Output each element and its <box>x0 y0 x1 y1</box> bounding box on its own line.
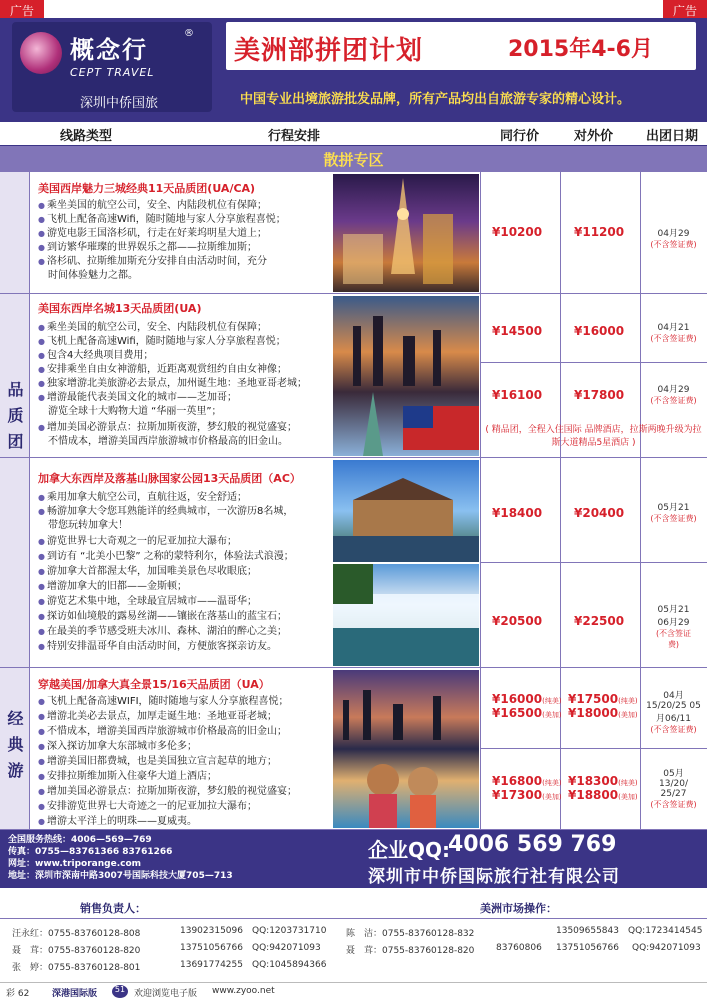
contact-row: 聂 茸：0755-83760128-820 <box>12 946 141 956</box>
contact-row: 13902315096 <box>180 926 243 936</box>
list-item: ● 增游太平洋上的明珠——夏威夷。 <box>38 812 197 827</box>
list-item: 时间体验魅力之都。 <box>48 270 138 281</box>
ops-title: 美洲市场操作： <box>480 902 557 915</box>
website-link[interactable]: 网址：www.triporange.com <box>8 859 142 869</box>
row-divider <box>480 562 707 563</box>
peer-price: ¥18400 <box>492 506 543 520</box>
niagara-photo <box>333 564 479 666</box>
list-item: ● 游览电影王国洛杉矶，行走在好莱坞明星大道上； <box>38 224 267 239</box>
list-item: ● 安排拉斯维加斯入住豪华大道上酒店； <box>38 767 217 782</box>
route-title: 美国东西岸名城13天品质团(UA) <box>38 302 202 315</box>
depart-date: 05月21 06月29 (不含签证费) <box>655 605 692 649</box>
contact-row: 张 婷：0755-83760128-801 <box>12 963 141 973</box>
depart-date: 04月29 (不含签证费) <box>650 385 697 405</box>
peer-price: ¥14500 <box>492 324 543 338</box>
peer-price: ¥16000(纯美) <box>492 692 562 706</box>
peer-price: ¥20500 <box>492 614 543 628</box>
list-item: ● 不惜成本，增游美国西岸旅游城市价格最高的旧金山； <box>38 722 287 737</box>
ad-label-right: 广告 <box>663 0 707 20</box>
contact-row: 13751056766 <box>556 943 619 953</box>
toronto-hawaii-photo <box>333 670 479 828</box>
list-item: ● 畅游加拿大令您耳熟能详的经典城市，一次游历8名城， <box>38 502 293 517</box>
contact-row: 陈 洁：0755-83760128-832 <box>346 929 475 939</box>
las-vegas-photo <box>333 174 479 292</box>
qq-label: 企业QQ: <box>368 838 451 862</box>
public-price: ¥18300(纯美) <box>568 774 638 788</box>
logo-subtitle: 深圳中侨国旅 <box>80 96 159 111</box>
list-item: ● 在最美的季节感受班夫冰川、森林、湖泊的醉心之美； <box>38 622 287 637</box>
issue-badge: 51 <box>112 985 128 998</box>
edition: 深港国际版 <box>52 989 98 999</box>
list-item: ● 包含4大经典项目费用； <box>38 346 153 361</box>
depart-date: 05月13/20/ 25/27 (不含签证费) <box>650 769 697 809</box>
table-header <box>0 120 707 146</box>
page-footer <box>0 982 707 1000</box>
peer-price: ¥10200 <box>492 225 543 239</box>
list-item: ● 增游最能代表美国文化的城市——芝加哥； <box>38 388 237 403</box>
victoria-photo <box>333 460 479 562</box>
contact-row: 13691774255 <box>180 960 243 970</box>
list-item: ● 游览世界七大奇观之一的尼亚加拉大瀑布； <box>38 532 237 547</box>
list-item: ● 乘坐美国的航空公司，安全、内陆段机位有保障； <box>38 318 267 333</box>
list-item: ● 安排乘坐自由女神游船，近距离观赏纽约自由女神像； <box>38 360 287 375</box>
qq-number: 4006 569 769 <box>448 832 617 857</box>
list-item: ● 增加美国必游景点：拉斯加斯夜游，梦幻般的视觉盛宴； <box>38 782 297 797</box>
depart-date: 04月15/20/25 05月06/11 (不含签证费) <box>646 691 701 734</box>
contact-row: 聂 茸：0755-83760128-820 <box>346 946 475 956</box>
peer-price: ¥16800(纯美) <box>492 774 562 788</box>
fax: 传真：0755—83761366 83761266 <box>8 847 173 857</box>
peer-price: ¥17300(美加) <box>492 788 562 802</box>
depart-date: 04月21 (不含签证费) <box>650 323 697 343</box>
company-name: 深圳市中侨国际旅行社有限公司 <box>368 867 620 887</box>
list-item: ● 到访有 “北美小巴黎” 之称的蒙特利尔，体验法式浪漫； <box>38 547 294 562</box>
list-item: ● 飞机上配备高速Wifi，随时随地与家人分享旅程喜悦； <box>38 210 286 225</box>
list-item: ● 探访如仙境般的露易丝湖——镶嵌在落基山的蓝宝石； <box>38 607 287 622</box>
site-link[interactable]: www.zyoo.net <box>212 986 275 996</box>
divider <box>0 918 707 919</box>
col-date: 出团日期 <box>646 129 699 144</box>
public-price: ¥17500(纯美) <box>568 692 638 706</box>
list-item: 带您玩转加拿大！ <box>48 520 128 531</box>
new-york-photo <box>333 296 479 456</box>
section-title: 散拼专区 <box>323 151 384 169</box>
public-price: ¥17800 <box>574 388 625 402</box>
address: 地址：深圳市深南中路3007号国际科技大厦705—713 <box>8 871 233 881</box>
list-item: ● 增游北美必去景点，加厚走诞生地：圣地亚哥老城； <box>38 707 277 722</box>
contact-row: 汪永红：0755-83760128-808 <box>12 929 141 939</box>
list-item: ● 增游加拿大的旧都——金斯顿； <box>38 577 187 592</box>
page-title: 美洲部拼团计划 <box>234 36 424 66</box>
list-item: ● 飞机上配备高速Wifi，随时随地与家人分享旅程喜悦； <box>38 332 286 347</box>
premium-note: ( 精品团，全程入住国际 品牌酒店，拉斯两晚升级为拉斯大道精品5星酒店 ) <box>485 425 702 448</box>
side-label-classic: 经典游 <box>0 668 30 830</box>
row-divider <box>480 362 707 363</box>
public-price: ¥18800(美加) <box>568 788 638 802</box>
list-item: ● 独家增游北美旅游必去景点，加州诞生地：圣地亚哥老城； <box>38 374 307 389</box>
list-item: ● 乘用加拿大航空公司，直航往返，安全舒适； <box>38 488 247 503</box>
list-item: ● 增游美国旧都费城，也是美国独立宣言起草的地方； <box>38 752 277 767</box>
col-public-price: 对外价 <box>574 129 614 144</box>
peer-price: ¥16500(美加) <box>492 706 562 720</box>
depart-date: 05月21 (不含签证费) <box>650 503 697 523</box>
header-banner <box>0 18 707 120</box>
list-item: 不惜成本，增游美国西岸旅游城市价格最高的旧金山。 <box>48 436 288 447</box>
ad-label-left: 广告 <box>0 0 44 20</box>
list-item: ● 深入探访加拿大东部城市多伦多； <box>38 737 197 752</box>
registered-mark: ® <box>184 28 194 39</box>
contact-row: QQ:1723414545 <box>628 926 703 936</box>
section-banner <box>0 146 707 172</box>
list-item: ● 飞机上配备高速WIFI，随时随地与家人分享旅程喜悦； <box>38 692 289 707</box>
logo <box>12 22 212 112</box>
col-itinerary: 行程安排 <box>268 129 321 144</box>
route-title: 美国西岸魅力三城经典11天品质团(UA/CA) <box>38 182 256 195</box>
welcome-text: 欢迎浏览电子版 <box>134 989 198 999</box>
route-title: 穿越美国/加拿大真全景15/16天品质团（UA） <box>38 678 270 691</box>
col-route-type: 线路类型 <box>60 129 113 144</box>
peer-price: ¥16100 <box>492 388 543 402</box>
col-peer-price: 同行价 <box>500 129 540 144</box>
side-label-quality: 品质团 <box>0 172 30 668</box>
public-price: ¥20400 <box>574 506 625 520</box>
list-item: ● 特别安排温哥华自由活动时间，方便旅客探亲访友。 <box>38 637 277 652</box>
list-item: ● 乘坐美国的航空公司，安全、内陆段机位有保障； <box>38 196 267 211</box>
slogan: 中国专业出境旅游批发品牌，所有产品均出自旅游专家的精心设计。 <box>240 92 631 107</box>
row-divider <box>480 748 707 749</box>
hotline: 全国服务热线：4006—569—769 <box>8 835 152 845</box>
contact-row: QQ:1203731710 <box>252 926 327 936</box>
list-item: ● 游加拿大首都渥太华，加国唯美景色尽收眼底； <box>38 562 257 577</box>
public-price: ¥11200 <box>574 225 625 239</box>
list-item: ● 到访繁华璀璨的世界娱乐之都——拉斯维加斯； <box>38 238 257 253</box>
list-item: ● 洛杉矶、拉斯维加斯充分安排自由活动时间，充分 <box>38 252 267 267</box>
public-price: ¥22500 <box>574 614 625 628</box>
logo-en-text: CEPT TRAVEL <box>70 66 155 79</box>
contact-row: 13509655843 <box>556 926 619 936</box>
public-price: ¥16000 <box>574 324 625 338</box>
contact-footer <box>0 830 707 888</box>
contact-row: 83760806 <box>496 943 542 953</box>
list-item: ● 增加美国必游景点：拉斯加斯夜游，梦幻般的视觉盛宴； <box>38 418 297 433</box>
logo-mark-icon <box>20 32 62 74</box>
sales-title: 销售负责人： <box>80 902 146 915</box>
contact-row: 13751056766 <box>180 943 243 953</box>
public-price: ¥18000(美加) <box>568 706 638 720</box>
contact-row: QQ:942071093 <box>252 943 321 953</box>
list-item: ● 安排游览世界七大奇迹之一的尼亚加拉大瀑布； <box>38 797 257 812</box>
contact-row: QQ:942071093 <box>632 943 701 953</box>
logo-cn-text: 概念行 <box>70 36 148 64</box>
list-item: ● 游览艺术集中地，全球最宜居城市——温哥华； <box>38 592 257 607</box>
contact-row: QQ:1045894366 <box>252 960 327 970</box>
route-title: 加拿大东西岸及落基山脉国家公园13天品质团（AC） <box>38 472 301 485</box>
list-item: 游览全球十大购物大道 “华丽一英里”； <box>48 406 222 417</box>
page-number: 彩 62 <box>6 989 30 999</box>
page-date: 2015年4-6月 <box>508 37 653 62</box>
depart-date: 04月29 (不含签证费) <box>650 229 697 249</box>
